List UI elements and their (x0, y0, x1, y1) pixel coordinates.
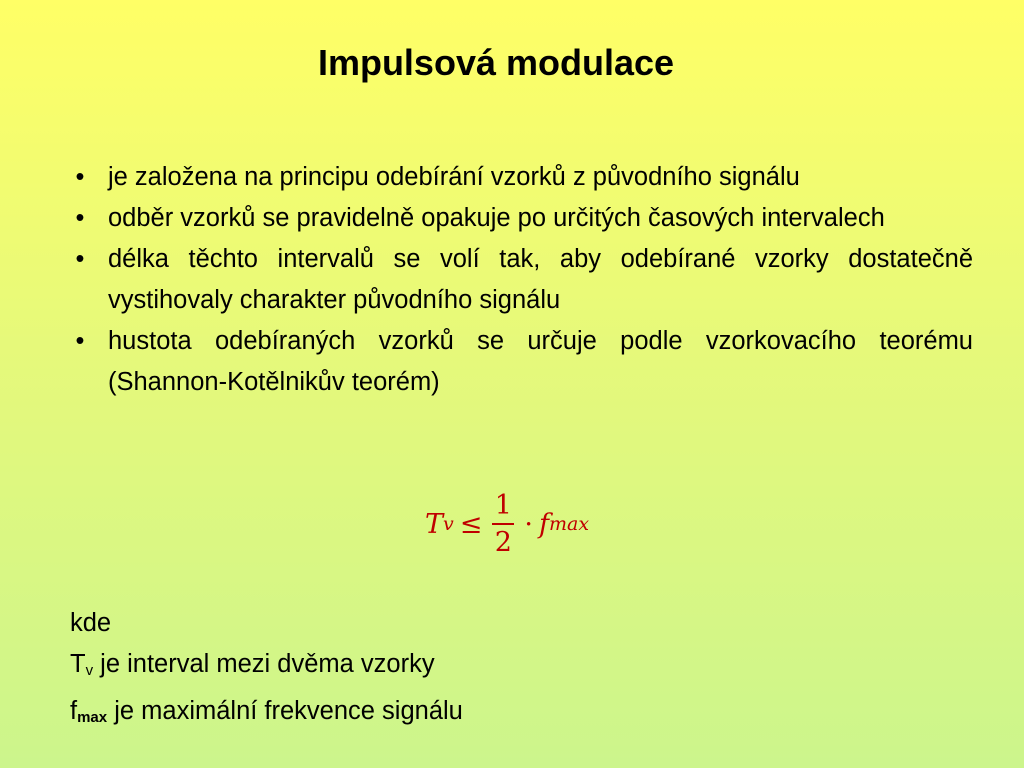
bullet-icon: • (75, 163, 85, 191)
bullet-text: hustota odebíraných vzorků se určuje podle vzorkovacího teorému (Shannon-Kotělnikův teorém) (108, 327, 973, 396)
sampling-formula (425, 484, 589, 564)
bullet-item (70, 198, 973, 239)
note-fmax-sub: max (77, 709, 108, 726)
note-fmax (70, 691, 463, 738)
formula-notes (70, 603, 463, 738)
bullet-text: odběr vzorků se pravidelně opakuje po určitých časových intervalech (108, 204, 885, 232)
fraction-bar (492, 523, 514, 525)
formula-lhs-var: T (425, 508, 444, 540)
note-fmax-text: je maximální frekvence signálu (107, 697, 463, 725)
bullet-text: délka těchto intervalů se volí tak, aby odebírané vzorky dostatečně vystihovaly charakter původního signálu (108, 245, 973, 314)
bullet-icon: • (75, 204, 85, 232)
note-fmax-symbol: f (70, 697, 78, 725)
bullet-item (70, 157, 973, 198)
note-tv-symbol: T (70, 650, 86, 678)
bullet-item (70, 239, 973, 321)
formula-lhs-sub: v (443, 513, 454, 535)
bullet-item (70, 321, 973, 403)
formula-relation: ≤ (459, 508, 483, 540)
note-tv-sub: v (85, 662, 94, 679)
bullet-icon: • (75, 245, 85, 273)
formula-numerator: 1 (494, 489, 512, 521)
formula-multiply: · (524, 508, 533, 540)
formula-denominator: 2 (494, 526, 512, 558)
note-tv (70, 644, 463, 691)
bullet-icon: • (75, 327, 85, 355)
where-label: kde (70, 609, 112, 637)
formula-fraction (492, 491, 514, 558)
note-tv-text: je interval mezi dvěma vzorky (93, 650, 435, 678)
formula-rhs-sub: max (548, 513, 590, 535)
formula-rhs-var: f (538, 508, 549, 540)
bullet-text: je založena na principu odebírání vzorků z původního signálu (108, 163, 800, 191)
slide-title: Impulsová modulace (317, 42, 675, 83)
bullet-list (70, 157, 973, 403)
